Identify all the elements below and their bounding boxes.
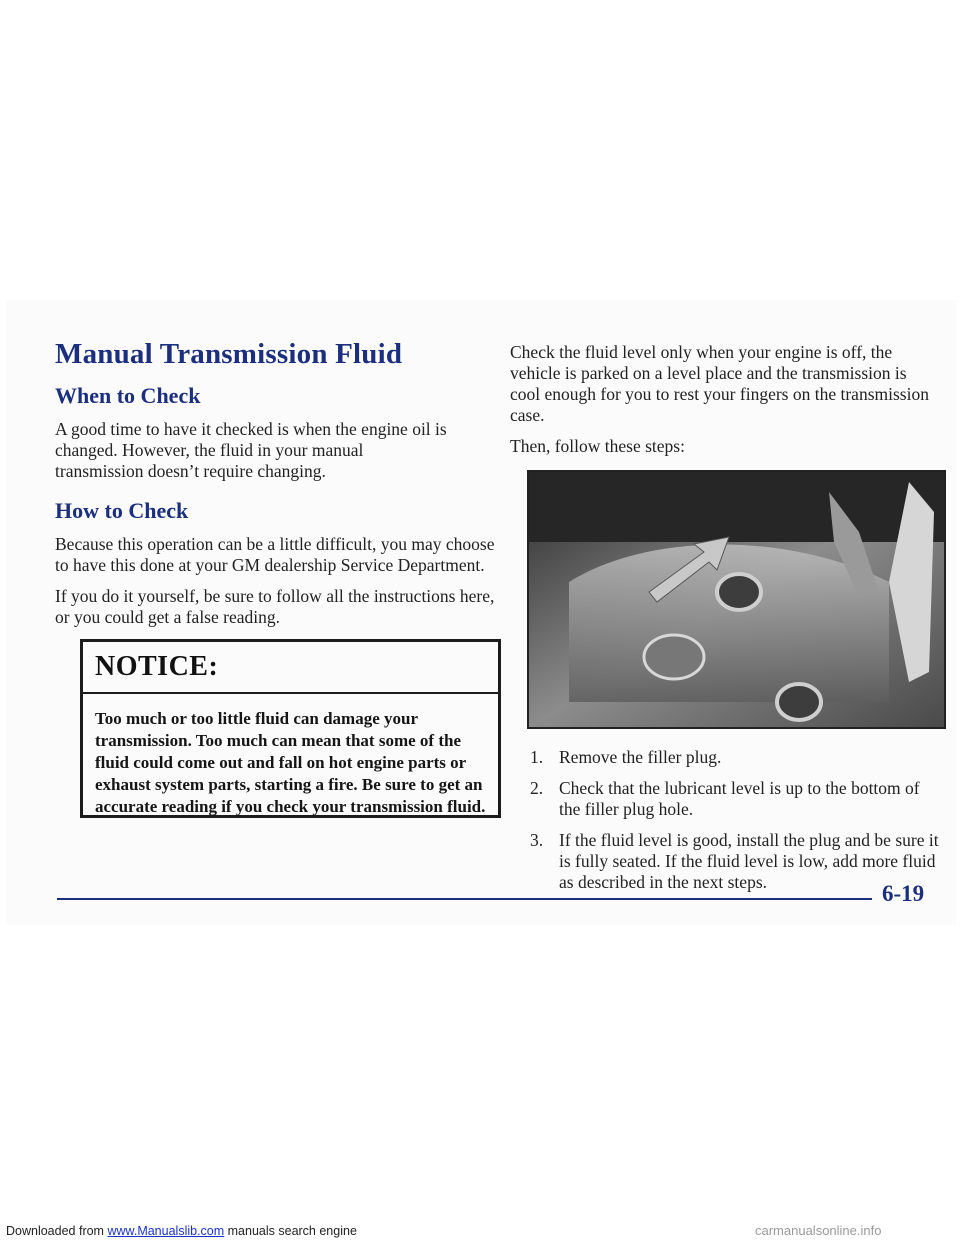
list-item: 3. If the fluid level is good, install the plug and be sure it is fully seated. If the fluid level is low, add more fluid as described in the next steps. [530,830,939,892]
list-item: 2. Check that the lubricant level is up to the bottom of the filler plug hole. [530,778,920,819]
manualslib-link[interactable]: www.Manualslib.com [107,1224,225,1238]
right-column [510,342,940,457]
transmission-photo [527,470,946,729]
when-to-check-heading: When to Check [55,383,201,408]
footer-rule [57,898,872,900]
transmission-photo-illustration [529,472,944,727]
intro-text: Check the fluid level only when your engine is off, the vehicle is parked on a level place and the transmission is cool enough for you to rest your fingers on the transmission case. [510,342,929,425]
how-to-check-heading: How to Check [55,498,189,523]
list-item: 1. Remove the filler plug. [530,747,722,767]
notice-heading: NOTICE: [83,642,498,694]
left-column [55,338,505,628]
when-to-check-text: A good time to have it checked is when the engine oil is changed. However, the fluid in your manual transmission doesn’t require changing. [55,419,447,481]
page-number: 6-19 [882,881,925,906]
then-text: Then, follow these steps: [510,436,685,456]
notice-box [80,639,501,818]
steps-list [530,747,940,903]
notice-text: Too much or too little fluid can damage your transmission. Too much can mean that some of the fluid could come out and fall on hot engine parts or exhaust system parts, starting a fire. Be sure to get an accurate reading if you check your transmission fluid. [95,709,486,816]
download-header: Downloaded from www.Manualslib.com manuals search engine [6,1224,357,1238]
how-to-check-text: Because this operation can be a little difficult, you may choose to have this done at your GM dealership Service Department. [55,534,495,575]
how-to-check-text-2: If you do it yourself, be sure to follow all the instructions here, or you could get a false reading. [55,586,495,627]
watermark: carmanualsonline.info [755,1223,882,1238]
page-title: Manual Transmission Fluid [55,338,403,370]
